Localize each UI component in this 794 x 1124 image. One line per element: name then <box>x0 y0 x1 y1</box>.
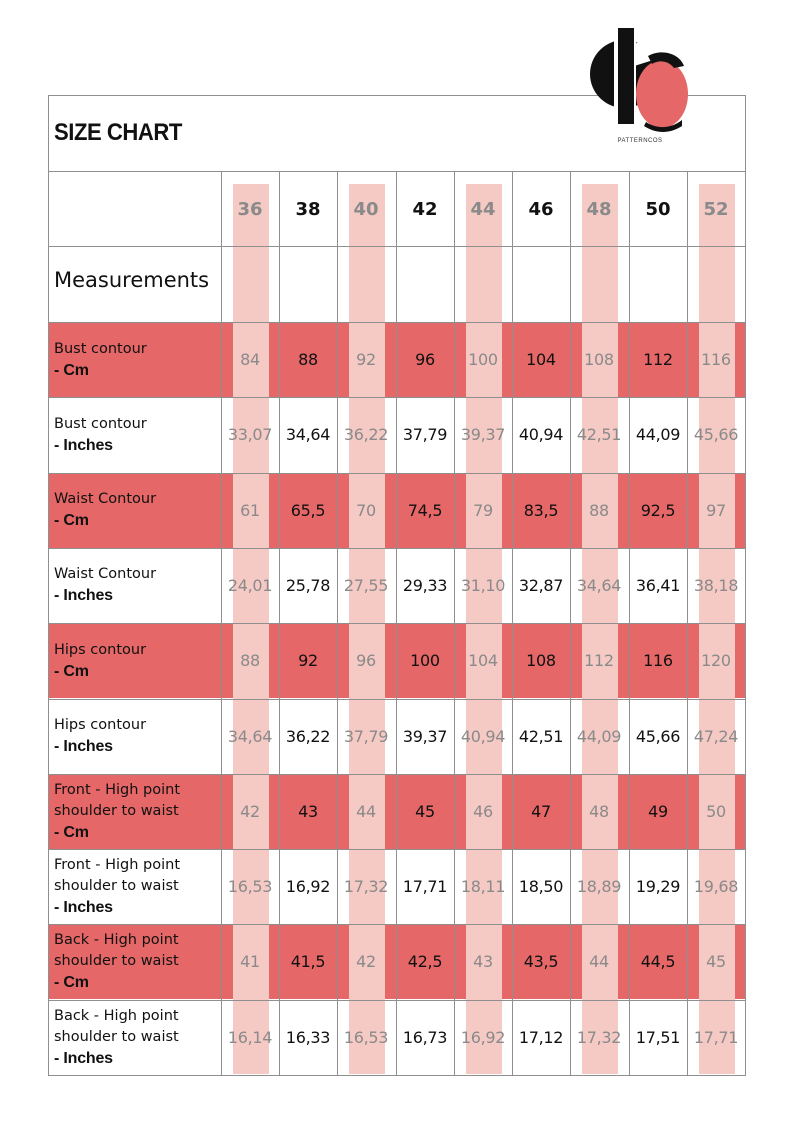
row-unit: - Cm <box>54 361 89 379</box>
row-label-text: shoulder to waist <box>54 953 179 970</box>
measurement-value: 25,78 <box>285 575 331 595</box>
measurement-value: 17,71 <box>402 877 448 897</box>
row-label-text: Hips contour <box>54 641 147 658</box>
measurement-value: 108 <box>584 350 614 369</box>
measurement-value: 84 <box>240 350 260 369</box>
measurement-value: 16,73 <box>402 1027 448 1047</box>
row-label <box>54 924 220 999</box>
measurement-value: 44,09 <box>576 726 622 746</box>
row-label-text: Waist Contour <box>54 491 157 508</box>
measurement-value: 34,64 <box>576 575 622 595</box>
measurement-value: 17,71 <box>693 1027 739 1047</box>
measurement-value: 34,64 <box>227 726 273 746</box>
measurement-value: 36,22 <box>343 425 389 445</box>
measurement-value: 108 <box>526 651 556 671</box>
measurement-value: 44 <box>356 801 376 821</box>
row-label <box>54 623 220 698</box>
measurement-value: 116 <box>701 350 731 369</box>
measurement-value: 42 <box>356 952 376 972</box>
row-label <box>54 322 220 397</box>
measurement-value: 18,50 <box>518 877 564 897</box>
measurement-value: 41 <box>240 952 260 972</box>
row-label-text: Front - High point <box>54 781 181 798</box>
size-header-50: 50 <box>645 198 671 220</box>
measurement-value: 18,11 <box>460 877 506 897</box>
measurement-value: 42,5 <box>407 952 443 972</box>
measurement-value: 44,5 <box>640 952 676 972</box>
row-label-text: Back - High point <box>54 932 179 949</box>
row-label-text: Bust contour <box>54 340 147 357</box>
measurement-value: 88 <box>589 500 609 520</box>
measurement-value: 33,07 <box>227 425 273 445</box>
measurement-value: 44,09 <box>635 425 681 445</box>
row-unit: - Cm <box>54 512 89 530</box>
row-unit: - Inches <box>54 899 113 917</box>
row-label-text: Back - High point <box>54 1007 179 1024</box>
measurement-value: 116 <box>643 651 673 671</box>
row-label <box>54 397 220 472</box>
measurement-value: 17,12 <box>518 1027 564 1047</box>
measurement-value: 79 <box>473 500 493 520</box>
size-header-46: 46 <box>528 198 554 220</box>
measurement-value: 40,94 <box>518 425 564 445</box>
row-label-text: Front - High point <box>54 857 181 874</box>
measurement-value: 97 <box>706 500 726 520</box>
measurement-value: 45,66 <box>693 425 739 445</box>
row-label-text: shoulder to waist <box>54 802 179 819</box>
measurement-value: 45 <box>415 801 435 821</box>
measurement-value: 32,87 <box>518 575 564 595</box>
measurement-value: 120 <box>701 651 731 671</box>
patterncos-logo <box>588 26 692 152</box>
measurement-value: 112 <box>584 651 614 671</box>
measurement-value: 88 <box>240 651 260 671</box>
measurement-value: 44 <box>589 952 609 972</box>
measurement-value: 42,51 <box>518 726 564 746</box>
measurement-value: 104 <box>468 651 498 671</box>
measurement-value: 37,79 <box>343 726 389 746</box>
measurement-value: 34,64 <box>285 425 331 445</box>
row-label-text: Waist Contour <box>54 566 157 583</box>
measurement-value: 47,24 <box>693 726 739 746</box>
row-label <box>54 699 220 774</box>
row-unit: - Cm <box>54 823 89 841</box>
logo-mark-icon <box>588 26 692 138</box>
measurement-value: 112 <box>643 350 673 369</box>
measurement-value: 17,32 <box>343 877 389 897</box>
measurement-value: 43 <box>473 952 493 972</box>
measurement-value: 39,37 <box>460 425 506 445</box>
measurement-value: 16,53 <box>343 1027 389 1047</box>
measurement-value: 16,53 <box>227 877 273 897</box>
size-header-48: 48 <box>586 198 612 220</box>
row-label <box>54 774 220 849</box>
measurement-value: 43 <box>298 801 318 821</box>
measurement-value: 104 <box>526 350 556 369</box>
measurements-label: Measurements <box>54 268 210 292</box>
measurement-value: 100 <box>410 651 440 671</box>
measurement-value: 50 <box>706 801 726 821</box>
row-label <box>54 473 220 548</box>
measurement-value: 18,89 <box>576 877 622 897</box>
measurement-value: 38,18 <box>693 575 739 595</box>
measurement-value: 88 <box>298 350 318 369</box>
measurement-value: 17,51 <box>635 1027 681 1047</box>
measurement-value: 70 <box>356 500 376 520</box>
measurement-value: 24,01 <box>227 575 273 595</box>
size-header-38: 38 <box>295 198 321 220</box>
size-header-36: 36 <box>237 198 263 220</box>
measurement-value: 31,10 <box>460 575 506 595</box>
measurement-value: 45,66 <box>635 726 681 746</box>
measurement-value: 36,22 <box>285 726 331 746</box>
measurement-value: 29,33 <box>402 575 448 595</box>
logo-subtext: PATTERNCOS <box>617 138 663 144</box>
measurement-value: 92 <box>298 651 318 671</box>
measurement-value: 49 <box>648 801 668 821</box>
measurement-value: 42,51 <box>576 425 622 445</box>
row-label <box>54 548 220 623</box>
size-header-42: 42 <box>412 198 438 220</box>
size-header-44: 44 <box>470 198 496 220</box>
measurement-value: 16,33 <box>285 1027 331 1047</box>
measurement-value: 43,5 <box>523 952 559 972</box>
measurement-value: 65,5 <box>290 500 326 520</box>
measurement-value: 45 <box>706 952 726 972</box>
row-label <box>54 1000 220 1075</box>
row-label-text: Bust contour <box>54 415 147 432</box>
measurement-value: 92,5 <box>640 500 676 520</box>
row-unit: - Inches <box>54 1049 113 1067</box>
page-title: SIZE CHART <box>54 119 182 146</box>
row-divider <box>48 246 746 247</box>
measurement-value: 37,79 <box>402 425 448 445</box>
measurement-value: 92 <box>356 350 376 369</box>
measurement-value: 46 <box>473 801 493 821</box>
measurement-value: 74,5 <box>407 500 443 520</box>
size-header-52: 52 <box>703 198 729 220</box>
measurement-value: 83,5 <box>523 500 559 520</box>
measurement-value: 16,92 <box>285 877 331 897</box>
size-header-40: 40 <box>353 198 379 220</box>
row-label-text: shoulder to waist <box>54 1028 179 1045</box>
row-unit: - Cm <box>54 974 89 992</box>
measurement-value: 19,29 <box>635 877 681 897</box>
measurement-value: 96 <box>415 350 435 369</box>
measurement-value: 47 <box>531 801 551 821</box>
measurement-value: 36,41 <box>635 575 681 595</box>
measurement-value: 40,94 <box>460 726 506 746</box>
measurement-value: 17,32 <box>576 1027 622 1047</box>
measurement-value: 96 <box>356 651 376 671</box>
row-unit: - Inches <box>54 738 113 755</box>
row-label <box>54 849 220 924</box>
measurement-value: 16,92 <box>460 1027 506 1047</box>
measurement-value: 27,55 <box>343 575 389 595</box>
row-unit: - Cm <box>54 662 89 680</box>
measurement-value: 48 <box>589 801 609 821</box>
measurement-value: 100 <box>468 350 498 369</box>
measurement-value: 19,68 <box>693 877 739 897</box>
measurement-value: 41,5 <box>290 952 326 972</box>
measurement-value: 61 <box>240 500 260 520</box>
measurement-value: 42 <box>240 801 260 821</box>
measurement-value: 16,14 <box>227 1027 273 1047</box>
row-unit: - Inches <box>54 436 113 454</box>
row-unit: - Inches <box>54 587 113 605</box>
row-label-text: Hips contour <box>54 717 147 733</box>
row-label-text: shoulder to waist <box>54 878 179 895</box>
measurement-value: 39,37 <box>402 726 448 746</box>
